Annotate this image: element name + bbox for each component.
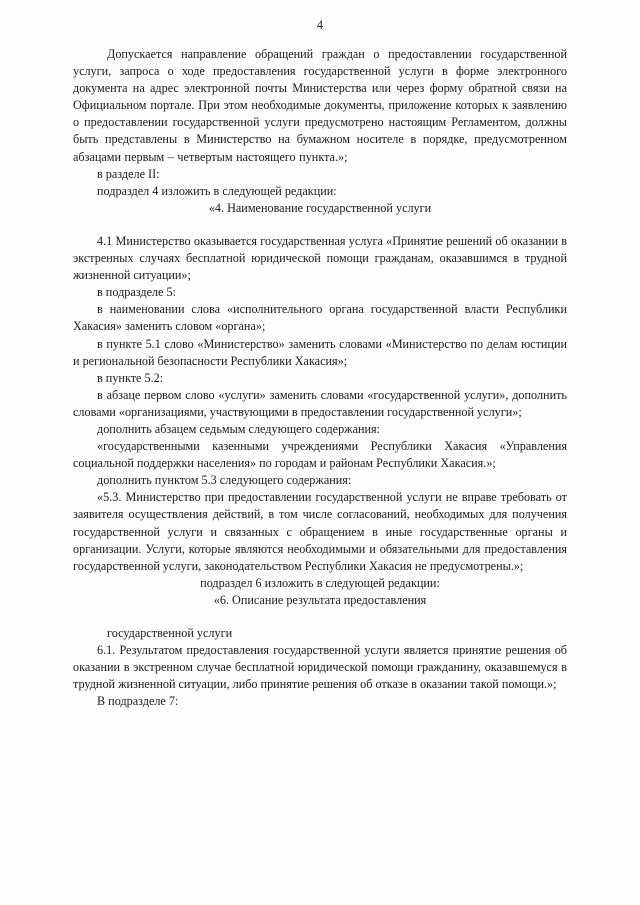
paragraph: «5.3. Министерство при предоставлении государственной услуги не вправе требовать от заявителя осуществления действий, в том числе согласований, необходимых для получения государственной услуги и связанных с обращением в иные государственные органы и организации. Услуги, которые являются необходимыми и обязательными для предоставления государственной услуги, законодательством Республики Хакасия не предусмотрены.»; xyxy=(73,490,567,573)
paragraph: в наименовании слова «исполнительного органа государственной власти Республики Хакасия» заменить словом «органа»; xyxy=(73,302,567,334)
paragraph: подраздел 4 изложить в следующей редакции: xyxy=(97,183,337,198)
paragraph: Допускается направление обращений граждан о предоставлении государственной услуги, запроса о ходе предоставления государственной услуги в форме электронного документа на адрес электронной почты Министерства или через форму обратной связи на Официальном портале. При этом необходимые документы, приложение которых к заявлению о предоставлении государственной услуги предусмотрено настоящим Регламентом, должны быть представлены в Министерство на бумажном носителе в порядке, предусмотренном абзацами первым – четвертым настоящего пункта.»; xyxy=(73,47,567,164)
spacer xyxy=(73,609,567,625)
spacer xyxy=(73,217,567,233)
page-number: 4 xyxy=(316,18,324,32)
paragraph: в подразделе 5: xyxy=(97,285,176,300)
paragraph: дополнить пунктом 5.3 следующего содержания: xyxy=(97,473,352,488)
document-body xyxy=(73,46,567,710)
paragraph: государственной услуги xyxy=(107,626,233,640)
heading: «6. Описание результата предоставления xyxy=(213,592,427,607)
heading: подраздел 6 изложить в следующей редакции: xyxy=(200,575,440,590)
heading: «4. Наименование государственной услуги xyxy=(208,200,432,215)
paragraph: В подразделе 7: xyxy=(97,694,179,709)
paragraph: в пункте 5.2: xyxy=(97,370,164,385)
paragraph: в абзаце первом слово «услуги» заменить словами «государственной услуги», дополнить словами «организациями, участвующими в предоставлении государственной услуги»; xyxy=(73,387,567,419)
paragraph: в разделе II: xyxy=(97,166,160,181)
paragraph: в пункте 5.1 слово «Министерство» заменить словами «Министерство по делам юстиции и региональной безопасности Республики Хакасия»; xyxy=(73,336,567,368)
paragraph: дополнить абзацем седьмым следующего содержания: xyxy=(97,421,381,436)
paragraph: 4.1 Министерство оказывается государственная услуга «Принятие решений об оказании в экстренных случаях бесплатной юридической помощи гражданам, оказавшимся в трудной жизненной ситуации»; xyxy=(73,233,567,283)
paragraph: «государственными казенными учреждениями Республики Хакасия «Управления социальной поддержки населения» по городам и районам Республики Хакасия.»; xyxy=(73,439,567,471)
paragraph: 6.1. Результатом предоставления государственной услуги является принятие решения об оказании в экстренном случае бесплатной юридической помощи гражданину, оказавшемуся в трудной жизненной ситуации, либо принятие решения об отказе в оказании такой помощи.»; xyxy=(73,643,567,692)
